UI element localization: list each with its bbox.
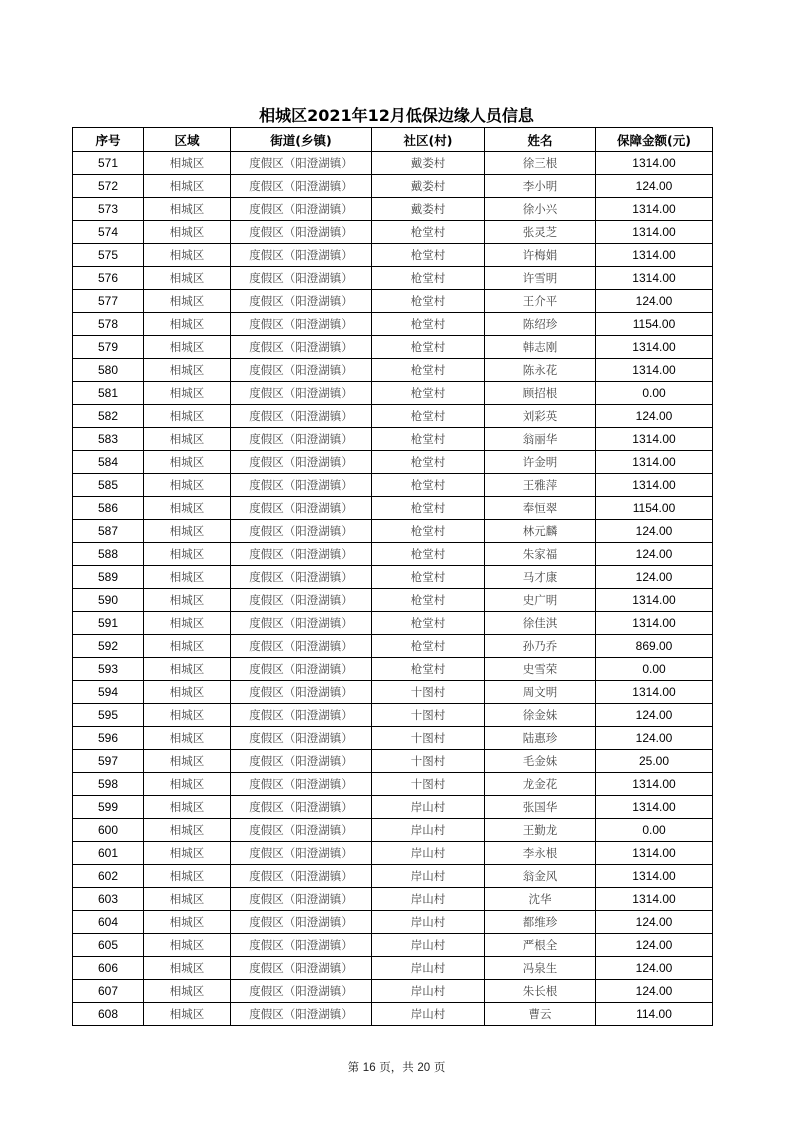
cell-street: 度假区（阳澄湖镇） bbox=[231, 612, 372, 635]
cell-district: 相城区 bbox=[144, 957, 231, 980]
cell-street: 度假区（阳澄湖镇） bbox=[231, 957, 372, 980]
cell-community: 岸山村 bbox=[372, 888, 485, 911]
cell-serial: 597 bbox=[73, 750, 144, 773]
cell-district: 相城区 bbox=[144, 428, 231, 451]
cell-community: 枪堂村 bbox=[372, 290, 485, 313]
cell-district: 相城区 bbox=[144, 773, 231, 796]
cell-amount: 1314.00 bbox=[596, 428, 713, 451]
current-page-number: 16 bbox=[362, 1062, 376, 1074]
cell-name: 孙乃乔 bbox=[485, 635, 596, 658]
cell-name: 许梅娟 bbox=[485, 244, 596, 267]
cell-community: 岸山村 bbox=[372, 934, 485, 957]
table-row bbox=[73, 428, 713, 451]
cell-district: 相城区 bbox=[144, 658, 231, 681]
cell-name: 徐金妹 bbox=[485, 704, 596, 727]
cell-community: 岸山村 bbox=[372, 911, 485, 934]
cell-name: 翁丽华 bbox=[485, 428, 596, 451]
cell-district: 相城区 bbox=[144, 405, 231, 428]
cell-amount: 1314.00 bbox=[596, 336, 713, 359]
cell-district: 相城区 bbox=[144, 497, 231, 520]
cell-street: 度假区（阳澄湖镇） bbox=[231, 888, 372, 911]
cell-district: 相城区 bbox=[144, 359, 231, 382]
cell-name: 王勤龙 bbox=[485, 819, 596, 842]
cell-serial: 590 bbox=[73, 589, 144, 612]
cell-amount: 1314.00 bbox=[596, 474, 713, 497]
cell-street: 度假区（阳澄湖镇） bbox=[231, 290, 372, 313]
table-row bbox=[73, 750, 713, 773]
table-row bbox=[73, 612, 713, 635]
cell-serial: 572 bbox=[73, 175, 144, 198]
cell-amount: 1314.00 bbox=[596, 681, 713, 704]
cell-community: 戴娄村 bbox=[372, 175, 485, 198]
cell-district: 相城区 bbox=[144, 1003, 231, 1026]
cell-name: 沈华 bbox=[485, 888, 596, 911]
cell-community: 岸山村 bbox=[372, 819, 485, 842]
table-header-row bbox=[73, 128, 713, 152]
table-row bbox=[73, 842, 713, 865]
cell-name: 李永根 bbox=[485, 842, 596, 865]
cell-serial: 608 bbox=[73, 1003, 144, 1026]
cell-community: 枪堂村 bbox=[372, 359, 485, 382]
cell-street: 度假区（阳澄湖镇） bbox=[231, 198, 372, 221]
data-table bbox=[72, 127, 713, 1026]
cell-amount: 1314.00 bbox=[596, 773, 713, 796]
cell-serial: 574 bbox=[73, 221, 144, 244]
cell-amount: 124.00 bbox=[596, 911, 713, 934]
cell-name: 许雪明 bbox=[485, 267, 596, 290]
cell-district: 相城区 bbox=[144, 842, 231, 865]
header-community: 社区(村) bbox=[372, 128, 485, 152]
cell-serial: 585 bbox=[73, 474, 144, 497]
cell-name: 徐三根 bbox=[485, 152, 596, 175]
cell-street: 度假区（阳澄湖镇） bbox=[231, 704, 372, 727]
cell-street: 度假区（阳澄湖镇） bbox=[231, 1003, 372, 1026]
cell-amount: 124.00 bbox=[596, 405, 713, 428]
table-row bbox=[73, 543, 713, 566]
cell-serial: 604 bbox=[73, 911, 144, 934]
cell-name: 朱家福 bbox=[485, 543, 596, 566]
cell-name: 龙金花 bbox=[485, 773, 596, 796]
footer-suffix: 页 bbox=[433, 1060, 446, 1074]
cell-community: 枪堂村 bbox=[372, 543, 485, 566]
cell-amount: 114.00 bbox=[596, 1003, 713, 1026]
cell-serial: 575 bbox=[73, 244, 144, 267]
cell-district: 相城区 bbox=[144, 934, 231, 957]
cell-serial: 591 bbox=[73, 612, 144, 635]
cell-community: 岸山村 bbox=[372, 957, 485, 980]
cell-street: 度假区（阳澄湖镇） bbox=[231, 773, 372, 796]
cell-street: 度假区（阳澄湖镇） bbox=[231, 474, 372, 497]
cell-name: 刘彩英 bbox=[485, 405, 596, 428]
cell-district: 相城区 bbox=[144, 635, 231, 658]
cell-street: 度假区（阳澄湖镇） bbox=[231, 336, 372, 359]
cell-serial: 594 bbox=[73, 681, 144, 704]
table-row bbox=[73, 451, 713, 474]
cell-district: 相城区 bbox=[144, 520, 231, 543]
cell-amount: 1314.00 bbox=[596, 865, 713, 888]
cell-serial: 579 bbox=[73, 336, 144, 359]
table-row bbox=[73, 313, 713, 336]
cell-serial: 589 bbox=[73, 566, 144, 589]
cell-serial: 571 bbox=[73, 152, 144, 175]
total-page-number: 20 bbox=[417, 1062, 431, 1074]
table-row bbox=[73, 796, 713, 819]
cell-street: 度假区（阳澄湖镇） bbox=[231, 819, 372, 842]
cell-serial: 580 bbox=[73, 359, 144, 382]
cell-amount: 1314.00 bbox=[596, 796, 713, 819]
cell-street: 度假区（阳澄湖镇） bbox=[231, 428, 372, 451]
cell-district: 相城区 bbox=[144, 244, 231, 267]
table-row bbox=[73, 566, 713, 589]
cell-district: 相城区 bbox=[144, 750, 231, 773]
cell-name: 顾招根 bbox=[485, 382, 596, 405]
cell-serial: 576 bbox=[73, 267, 144, 290]
cell-name: 都维珍 bbox=[485, 911, 596, 934]
cell-serial: 598 bbox=[73, 773, 144, 796]
cell-district: 相城区 bbox=[144, 589, 231, 612]
cell-name: 林元麟 bbox=[485, 520, 596, 543]
cell-name: 张国华 bbox=[485, 796, 596, 819]
cell-street: 度假区（阳澄湖镇） bbox=[231, 566, 372, 589]
table-row bbox=[73, 290, 713, 313]
cell-community: 十图村 bbox=[372, 681, 485, 704]
cell-district: 相城区 bbox=[144, 911, 231, 934]
cell-community: 岸山村 bbox=[372, 842, 485, 865]
cell-district: 相城区 bbox=[144, 175, 231, 198]
cell-street: 度假区（阳澄湖镇） bbox=[231, 635, 372, 658]
cell-community: 十图村 bbox=[372, 773, 485, 796]
cell-street: 度假区（阳澄湖镇） bbox=[231, 543, 372, 566]
cell-name: 王介平 bbox=[485, 290, 596, 313]
footer-prefix: 第 bbox=[347, 1060, 360, 1074]
cell-community: 枪堂村 bbox=[372, 405, 485, 428]
cell-street: 度假区（阳澄湖镇） bbox=[231, 152, 372, 175]
table-row bbox=[73, 934, 713, 957]
cell-community: 枪堂村 bbox=[372, 520, 485, 543]
page-footer bbox=[0, 1059, 793, 1075]
cell-amount: 1314.00 bbox=[596, 198, 713, 221]
table-row bbox=[73, 336, 713, 359]
footer-middle: 页，共 bbox=[379, 1060, 414, 1074]
cell-amount: 1314.00 bbox=[596, 451, 713, 474]
table-row bbox=[73, 267, 713, 290]
cell-amount: 124.00 bbox=[596, 934, 713, 957]
cell-name: 冯泉生 bbox=[485, 957, 596, 980]
cell-name: 史雪荣 bbox=[485, 658, 596, 681]
cell-amount: 1314.00 bbox=[596, 244, 713, 267]
cell-street: 度假区（阳澄湖镇） bbox=[231, 934, 372, 957]
cell-serial: 581 bbox=[73, 382, 144, 405]
cell-district: 相城区 bbox=[144, 566, 231, 589]
cell-district: 相城区 bbox=[144, 865, 231, 888]
cell-street: 度假区（阳澄湖镇） bbox=[231, 658, 372, 681]
cell-amount: 1314.00 bbox=[596, 842, 713, 865]
cell-amount: 124.00 bbox=[596, 543, 713, 566]
cell-serial: 583 bbox=[73, 428, 144, 451]
cell-serial: 602 bbox=[73, 865, 144, 888]
cell-district: 相城区 bbox=[144, 382, 231, 405]
cell-amount: 124.00 bbox=[596, 175, 713, 198]
cell-street: 度假区（阳澄湖镇） bbox=[231, 589, 372, 612]
cell-name: 韩志刚 bbox=[485, 336, 596, 359]
header-district: 区域 bbox=[144, 128, 231, 152]
cell-street: 度假区（阳澄湖镇） bbox=[231, 267, 372, 290]
cell-amount: 124.00 bbox=[596, 290, 713, 313]
cell-amount: 124.00 bbox=[596, 704, 713, 727]
cell-name: 许金明 bbox=[485, 451, 596, 474]
cell-serial: 592 bbox=[73, 635, 144, 658]
cell-serial: 584 bbox=[73, 451, 144, 474]
cell-serial: 606 bbox=[73, 957, 144, 980]
cell-amount: 1314.00 bbox=[596, 359, 713, 382]
table-row bbox=[73, 474, 713, 497]
cell-amount: 25.00 bbox=[596, 750, 713, 773]
table-row bbox=[73, 244, 713, 267]
cell-amount: 124.00 bbox=[596, 957, 713, 980]
cell-serial: 593 bbox=[73, 658, 144, 681]
cell-street: 度假区（阳澄湖镇） bbox=[231, 382, 372, 405]
cell-district: 相城区 bbox=[144, 290, 231, 313]
cell-community: 岸山村 bbox=[372, 1003, 485, 1026]
cell-street: 度假区（阳澄湖镇） bbox=[231, 451, 372, 474]
table-row bbox=[73, 865, 713, 888]
cell-district: 相城区 bbox=[144, 796, 231, 819]
cell-street: 度假区（阳澄湖镇） bbox=[231, 175, 372, 198]
cell-district: 相城区 bbox=[144, 313, 231, 336]
table-row bbox=[73, 704, 713, 727]
cell-community: 枪堂村 bbox=[372, 635, 485, 658]
cell-street: 度假区（阳澄湖镇） bbox=[231, 911, 372, 934]
cell-name: 陈绍珍 bbox=[485, 313, 596, 336]
cell-street: 度假区（阳澄湖镇） bbox=[231, 796, 372, 819]
cell-street: 度假区（阳澄湖镇） bbox=[231, 727, 372, 750]
table-row bbox=[73, 957, 713, 980]
table-row bbox=[73, 681, 713, 704]
cell-name: 马才康 bbox=[485, 566, 596, 589]
cell-amount: 1314.00 bbox=[596, 267, 713, 290]
cell-amount: 1314.00 bbox=[596, 152, 713, 175]
table-row bbox=[73, 635, 713, 658]
cell-community: 枪堂村 bbox=[372, 313, 485, 336]
cell-district: 相城区 bbox=[144, 336, 231, 359]
table-row bbox=[73, 175, 713, 198]
cell-community: 枪堂村 bbox=[372, 382, 485, 405]
cell-district: 相城区 bbox=[144, 198, 231, 221]
header-name: 姓名 bbox=[485, 128, 596, 152]
table-row bbox=[73, 359, 713, 382]
cell-amount: 124.00 bbox=[596, 520, 713, 543]
cell-amount: 1314.00 bbox=[596, 221, 713, 244]
cell-community: 枪堂村 bbox=[372, 566, 485, 589]
cell-serial: 601 bbox=[73, 842, 144, 865]
cell-community: 十图村 bbox=[372, 704, 485, 727]
cell-name: 徐小兴 bbox=[485, 198, 596, 221]
table-row bbox=[73, 911, 713, 934]
cell-amount: 124.00 bbox=[596, 980, 713, 1003]
cell-amount: 1314.00 bbox=[596, 888, 713, 911]
cell-serial: 595 bbox=[73, 704, 144, 727]
cell-community: 枪堂村 bbox=[372, 497, 485, 520]
header-street: 街道(乡镇) bbox=[231, 128, 372, 152]
table-row bbox=[73, 198, 713, 221]
cell-street: 度假区（阳澄湖镇） bbox=[231, 405, 372, 428]
cell-district: 相城区 bbox=[144, 612, 231, 635]
header-serial: 序号 bbox=[73, 128, 144, 152]
cell-district: 相城区 bbox=[144, 727, 231, 750]
cell-district: 相城区 bbox=[144, 474, 231, 497]
cell-district: 相城区 bbox=[144, 888, 231, 911]
cell-community: 枪堂村 bbox=[372, 589, 485, 612]
cell-serial: 578 bbox=[73, 313, 144, 336]
cell-street: 度假区（阳澄湖镇） bbox=[231, 980, 372, 1003]
cell-community: 十图村 bbox=[372, 750, 485, 773]
cell-amount: 869.00 bbox=[596, 635, 713, 658]
cell-serial: 582 bbox=[73, 405, 144, 428]
cell-name: 翁金风 bbox=[485, 865, 596, 888]
cell-street: 度假区（阳澄湖镇） bbox=[231, 359, 372, 382]
cell-district: 相城区 bbox=[144, 819, 231, 842]
cell-name: 陈永花 bbox=[485, 359, 596, 382]
cell-amount: 0.00 bbox=[596, 819, 713, 842]
cell-serial: 588 bbox=[73, 543, 144, 566]
cell-street: 度假区（阳澄湖镇） bbox=[231, 842, 372, 865]
cell-street: 度假区（阳澄湖镇） bbox=[231, 520, 372, 543]
cell-community: 枪堂村 bbox=[372, 612, 485, 635]
cell-serial: 599 bbox=[73, 796, 144, 819]
table-body bbox=[73, 152, 713, 1026]
table-row bbox=[73, 497, 713, 520]
cell-serial: 573 bbox=[73, 198, 144, 221]
cell-community: 戴娄村 bbox=[372, 152, 485, 175]
cell-district: 相城区 bbox=[144, 267, 231, 290]
header-amount: 保障金额(元) bbox=[596, 128, 713, 152]
cell-name: 徐佳淇 bbox=[485, 612, 596, 635]
cell-name: 王雅萍 bbox=[485, 474, 596, 497]
table-row bbox=[73, 819, 713, 842]
cell-community: 十图村 bbox=[372, 727, 485, 750]
cell-community: 枪堂村 bbox=[372, 474, 485, 497]
cell-amount: 124.00 bbox=[596, 727, 713, 750]
cell-name: 周文明 bbox=[485, 681, 596, 704]
cell-amount: 1154.00 bbox=[596, 313, 713, 336]
cell-community: 枪堂村 bbox=[372, 244, 485, 267]
cell-community: 枪堂村 bbox=[372, 336, 485, 359]
table-row bbox=[73, 152, 713, 175]
table-row bbox=[73, 382, 713, 405]
cell-community: 枪堂村 bbox=[372, 221, 485, 244]
cell-name: 奉恒翠 bbox=[485, 497, 596, 520]
cell-street: 度假区（阳澄湖镇） bbox=[231, 681, 372, 704]
cell-community: 岸山村 bbox=[372, 980, 485, 1003]
cell-community: 戴娄村 bbox=[372, 198, 485, 221]
cell-street: 度假区（阳澄湖镇） bbox=[231, 244, 372, 267]
table-row bbox=[73, 773, 713, 796]
cell-amount: 1154.00 bbox=[596, 497, 713, 520]
table-row bbox=[73, 1003, 713, 1026]
table-row bbox=[73, 520, 713, 543]
document-title: 相城区2021年12月低保边缘人员信息 bbox=[259, 106, 534, 125]
table-row bbox=[73, 980, 713, 1003]
cell-name: 毛金妹 bbox=[485, 750, 596, 773]
cell-district: 相城区 bbox=[144, 221, 231, 244]
cell-serial: 577 bbox=[73, 290, 144, 313]
cell-district: 相城区 bbox=[144, 704, 231, 727]
cell-community: 枪堂村 bbox=[372, 428, 485, 451]
cell-street: 度假区（阳澄湖镇） bbox=[231, 313, 372, 336]
table-row bbox=[73, 589, 713, 612]
table-row bbox=[73, 658, 713, 681]
cell-amount: 1314.00 bbox=[596, 589, 713, 612]
cell-serial: 607 bbox=[73, 980, 144, 1003]
table-row bbox=[73, 221, 713, 244]
cell-district: 相城区 bbox=[144, 543, 231, 566]
cell-district: 相城区 bbox=[144, 152, 231, 175]
cell-district: 相城区 bbox=[144, 980, 231, 1003]
cell-street: 度假区（阳澄湖镇） bbox=[231, 221, 372, 244]
table-row bbox=[73, 405, 713, 428]
cell-amount: 0.00 bbox=[596, 658, 713, 681]
cell-district: 相城区 bbox=[144, 681, 231, 704]
cell-name: 张灵芝 bbox=[485, 221, 596, 244]
cell-name: 陆惠珍 bbox=[485, 727, 596, 750]
table-row bbox=[73, 727, 713, 750]
cell-community: 枪堂村 bbox=[372, 451, 485, 474]
cell-community: 岸山村 bbox=[372, 796, 485, 819]
cell-serial: 596 bbox=[73, 727, 144, 750]
cell-district: 相城区 bbox=[144, 451, 231, 474]
cell-community: 枪堂村 bbox=[372, 658, 485, 681]
cell-name: 严根全 bbox=[485, 934, 596, 957]
cell-community: 岸山村 bbox=[372, 865, 485, 888]
cell-serial: 603 bbox=[73, 888, 144, 911]
cell-street: 度假区（阳澄湖镇） bbox=[231, 497, 372, 520]
cell-serial: 587 bbox=[73, 520, 144, 543]
cell-name: 曹云 bbox=[485, 1003, 596, 1026]
cell-name: 史广明 bbox=[485, 589, 596, 612]
cell-amount: 0.00 bbox=[596, 382, 713, 405]
cell-street: 度假区（阳澄湖镇） bbox=[231, 865, 372, 888]
cell-name: 李小明 bbox=[485, 175, 596, 198]
cell-serial: 600 bbox=[73, 819, 144, 842]
cell-name: 朱长根 bbox=[485, 980, 596, 1003]
cell-serial: 605 bbox=[73, 934, 144, 957]
table-row bbox=[73, 888, 713, 911]
cell-community: 枪堂村 bbox=[372, 267, 485, 290]
cell-serial: 586 bbox=[73, 497, 144, 520]
cell-amount: 1314.00 bbox=[596, 612, 713, 635]
cell-street: 度假区（阳澄湖镇） bbox=[231, 750, 372, 773]
cell-amount: 124.00 bbox=[596, 566, 713, 589]
